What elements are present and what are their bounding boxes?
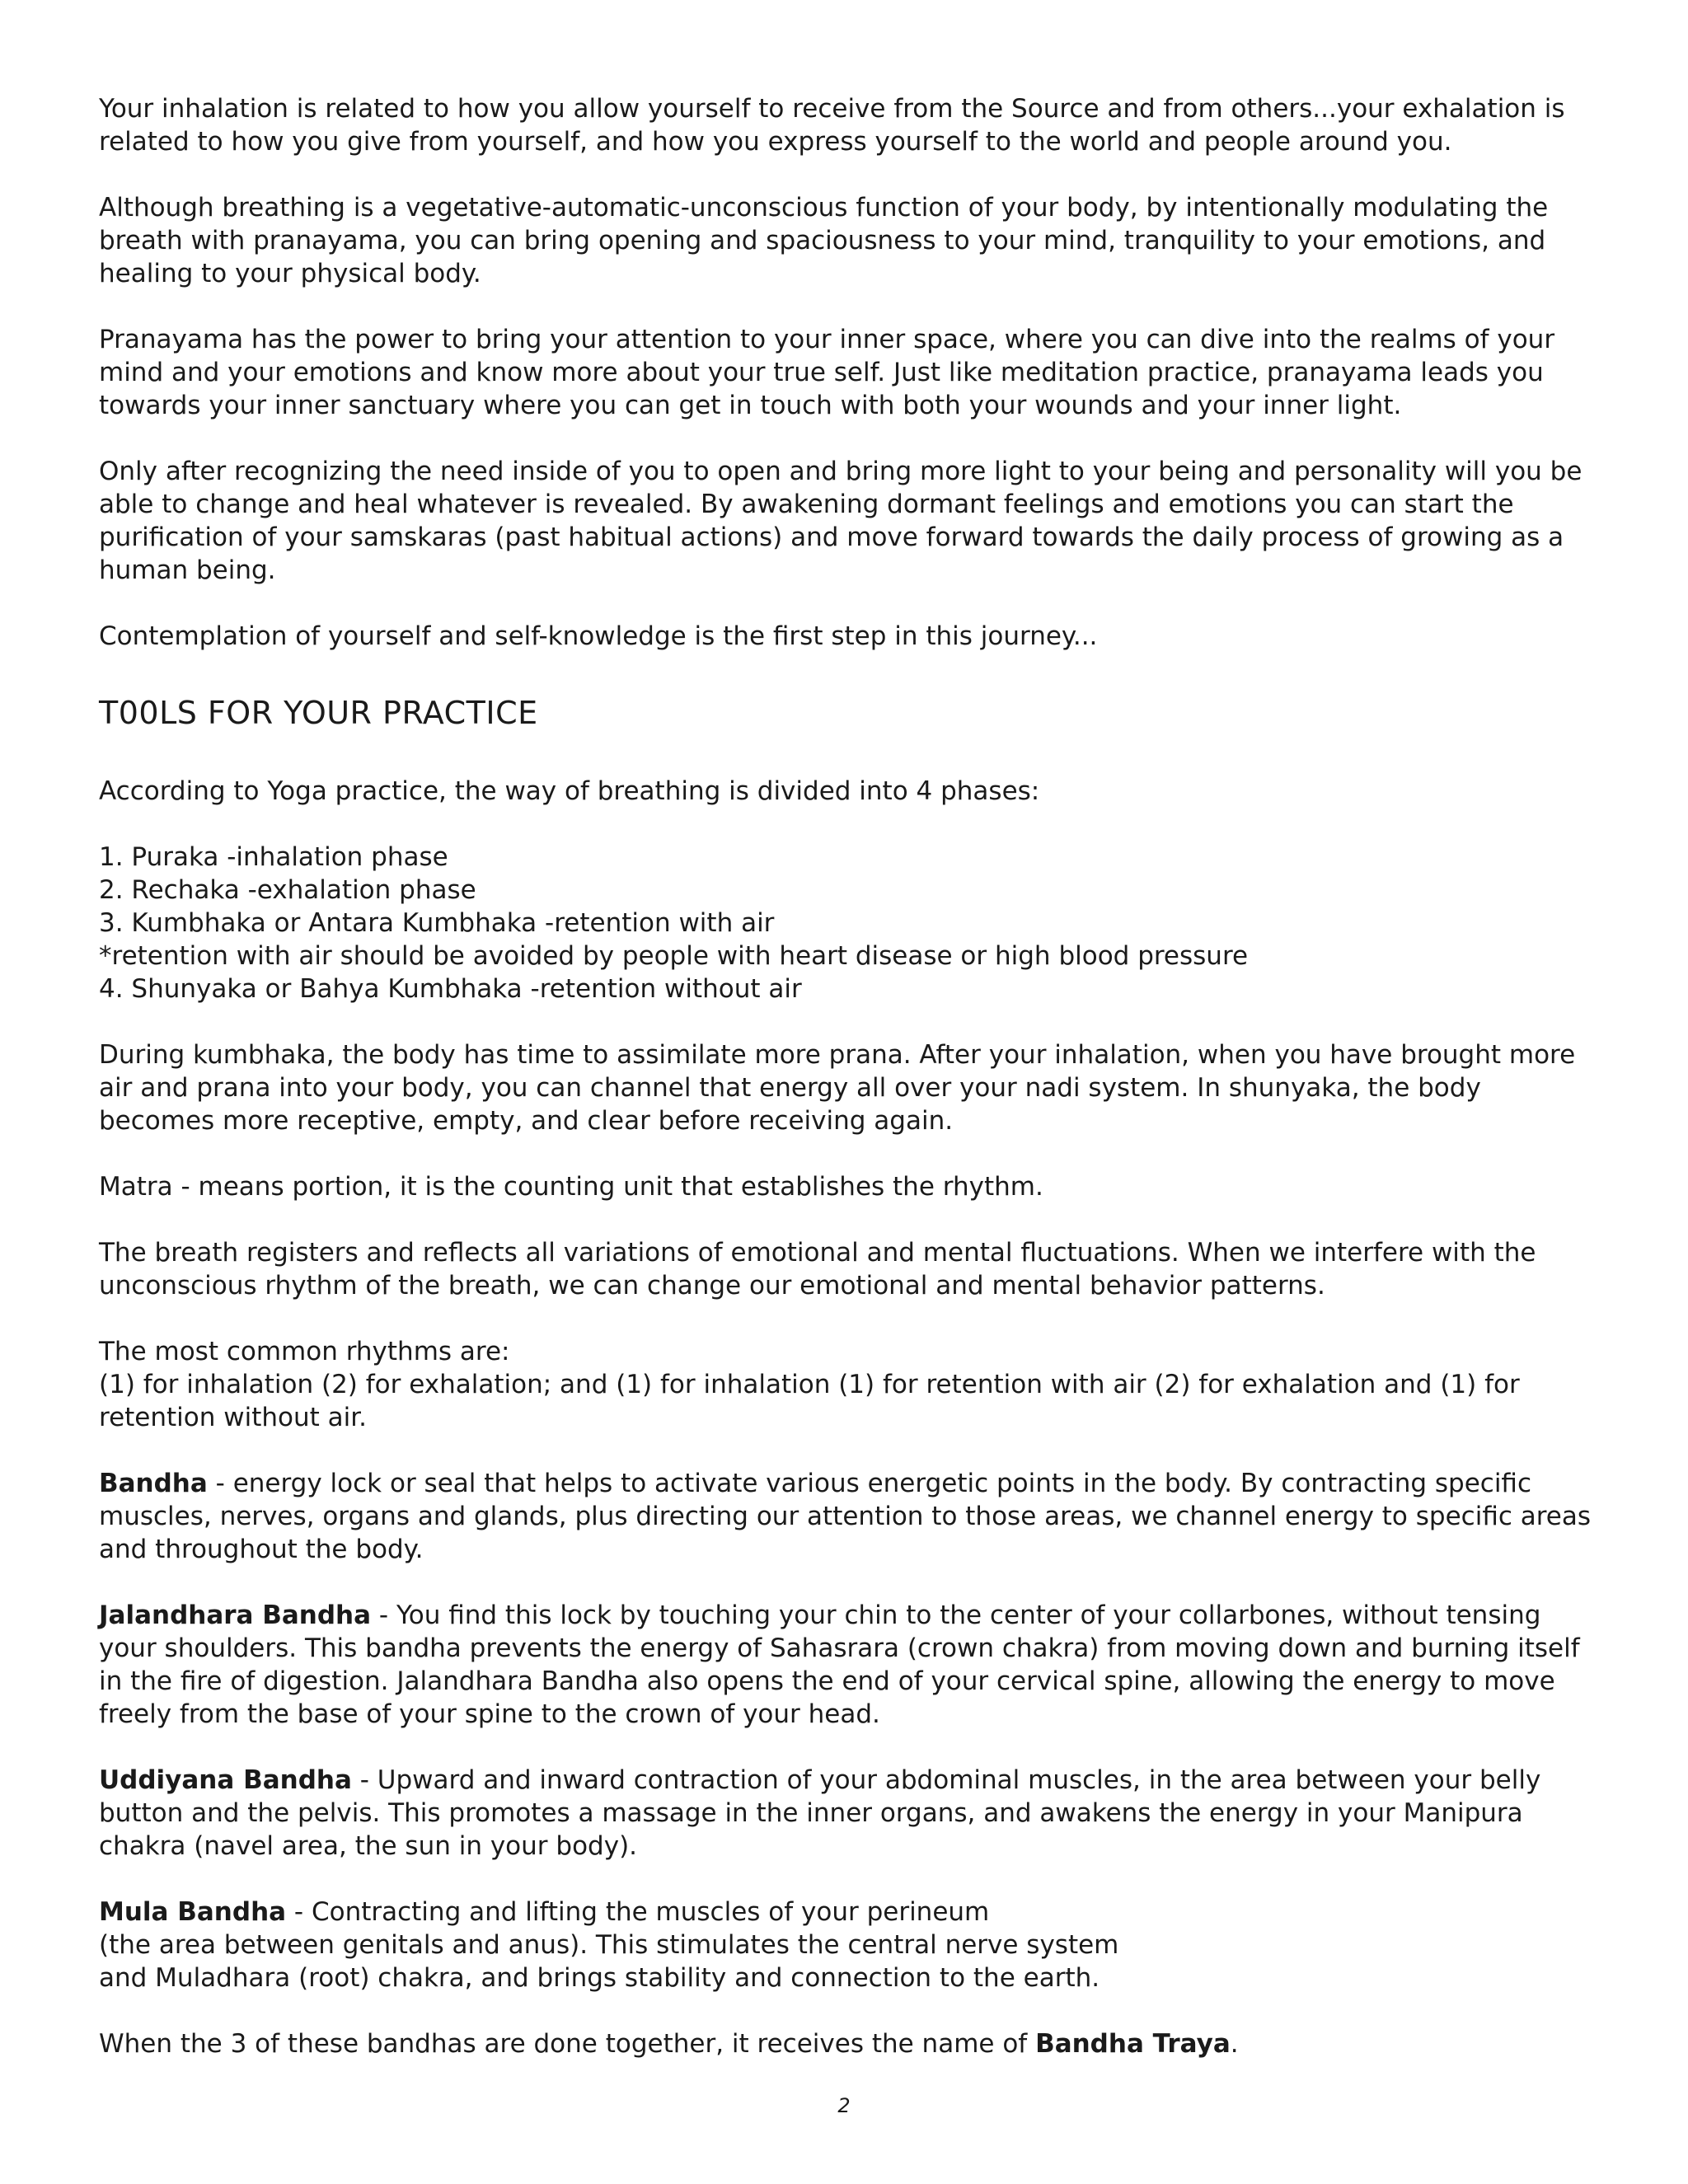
phase-item-shunyaka: 4. Shunyaka or Bahya Kumbhaka -retention without air: [99, 974, 802, 1004]
paragraph-breathing: Although breathing is a vegetative-automatic-unconscious function of your body, by intentionally modulating the breath with pranayama, you can bring opening and spaciousness to your mind, tranquility to your emotions, and healing to your physical body.: [99, 193, 1549, 288]
traya-end: .: [1230, 2029, 1239, 2059]
paragraph-rhythms-intro: The most common rhythms are:: [99, 1337, 510, 1366]
phase-item-puraka: 1. Puraka -inhalation phase: [99, 842, 448, 872]
document-page: [99, 92, 1599, 2060]
uddiyana-description: - Upward and inward contraction of your abdominal muscles, in the area between your belly button and the pelvis. This promotes a massage in the inner organs, and awakens the energy in your Manipura chakra (navel area, the sun in your body).: [99, 1765, 1541, 1861]
paragraph-uddiyana: [99, 1764, 1599, 1863]
paragraph-kumbhaka: During kumbhaka, the body has time to assimilate more prana. After your inhalation, when you have brought more air and prana into your body, you can channel that energy all over your nadi system. In shunyaka, the body becomes more receptive, empty, and clear before receiving again.: [99, 1040, 1576, 1136]
section-heading: T00LS FOR YOUR PRACTICE: [99, 695, 538, 731]
term-uddiyana-bandha: Uddiyana Bandha: [99, 1765, 352, 1795]
traya-text: When the 3 of these bandhas are done together, it receives the name of: [99, 2029, 1036, 2059]
paragraph-bandha-traya: [99, 2027, 1599, 2060]
paragraph-rhythms: (1) for inhalation (2) for exhalation; and (1) for inhalation (1) for retention with air (2) for exhalation and (1) for retention without air.: [99, 1370, 1520, 1432]
paragraph-matra: Matra - means portion, it is the counting unit that establishes the rhythm.: [99, 1172, 1043, 1202]
term-bandha-traya: Bandha Traya: [1035, 2029, 1231, 2059]
paragraph-bandha: [99, 1467, 1599, 1566]
paragraph-jalandhara: [99, 1599, 1599, 1731]
paragraph-contemplation: Contemplation of yourself and self-knowledge is the first step in this journey...: [99, 621, 1098, 651]
paragraph-mula: [99, 1896, 1599, 1994]
mula-description-line3: and Muladhara (root) chakra, and brings stability and connection to the earth.: [99, 1963, 1100, 1993]
phase-item-kumbhaka: 3. Kumbhaka or Antara Kumbhaka -retention with air: [99, 908, 775, 938]
term-jalandhara-bandha: Jalandhara Bandha: [99, 1601, 372, 1630]
mula-description-line2: (the area between genitals and anus). This stimulates the central nerve system: [99, 1930, 1119, 1960]
term-bandha: Bandha: [99, 1469, 208, 1498]
paragraph-recognizing: Only after recognizing the need inside of you to open and bring more light to your being and personality will you be able to change and heal whatever is revealed. By awakening dormant feelings and emotions you can start the purification of your samskaras (past habitual actions) and move forward towards the daily process of growing as a human being.: [99, 457, 1582, 585]
mula-description-line1: - Contracting and lifting the muscles of your perineum: [286, 1897, 990, 1927]
phases-intro: According to Yoga practice, the way of breathing is divided into 4 phases:: [99, 776, 1040, 806]
jalandhara-description: - You find this lock by touching your chin to the center of your collarbones, without tensing your shoulders. This bandha prevents the energy of Sahasrara (crown chakra) from moving down and burning itself in the fire of digestion. Jalandhara Bandha also opens the end of your cervical spine, allowing the energy to move freely from the base of your spine to the crown of your head.: [99, 1601, 1580, 1729]
paragraph-breath-registers: The breath registers and reflects all variations of emotional and mental fluctuations. When we interfere with the unconscious rhythm of the breath, we can change our emotional and mental behavior patterns.: [99, 1238, 1536, 1301]
bandha-description: - energy lock or seal that helps to activate various energetic points in the body. By contracting specific muscles, nerves, organs and glands, plus directing our attention to those areas, we channel energy to specific areas and throughout the body.: [99, 1469, 1592, 1564]
paragraph-inhalation: Your inhalation is related to how you allow yourself to receive from the Source and from others...your exhalation is related to how you give from yourself, and how you express yourself to the world and people around you.: [99, 94, 1565, 157]
paragraph-pranayama: Pranayama has the power to bring your attention to your inner space, where you can dive into the realms of your mind and your emotions and know more about your true self. Just like meditation practice, pranayama leads you towards your inner sanctuary where you can get in touch with both your wounds and your inner light.: [99, 325, 1555, 420]
phase-note: *retention with air should be avoided by people with heart disease or high blood pressure: [99, 941, 1249, 971]
term-mula-bandha: Mula Bandha: [99, 1897, 287, 1927]
phases-list: [99, 841, 1599, 1005]
phase-item-rechaka: 2. Rechaka -exhalation phase: [99, 875, 476, 905]
page-number: 2: [837, 2094, 851, 2117]
